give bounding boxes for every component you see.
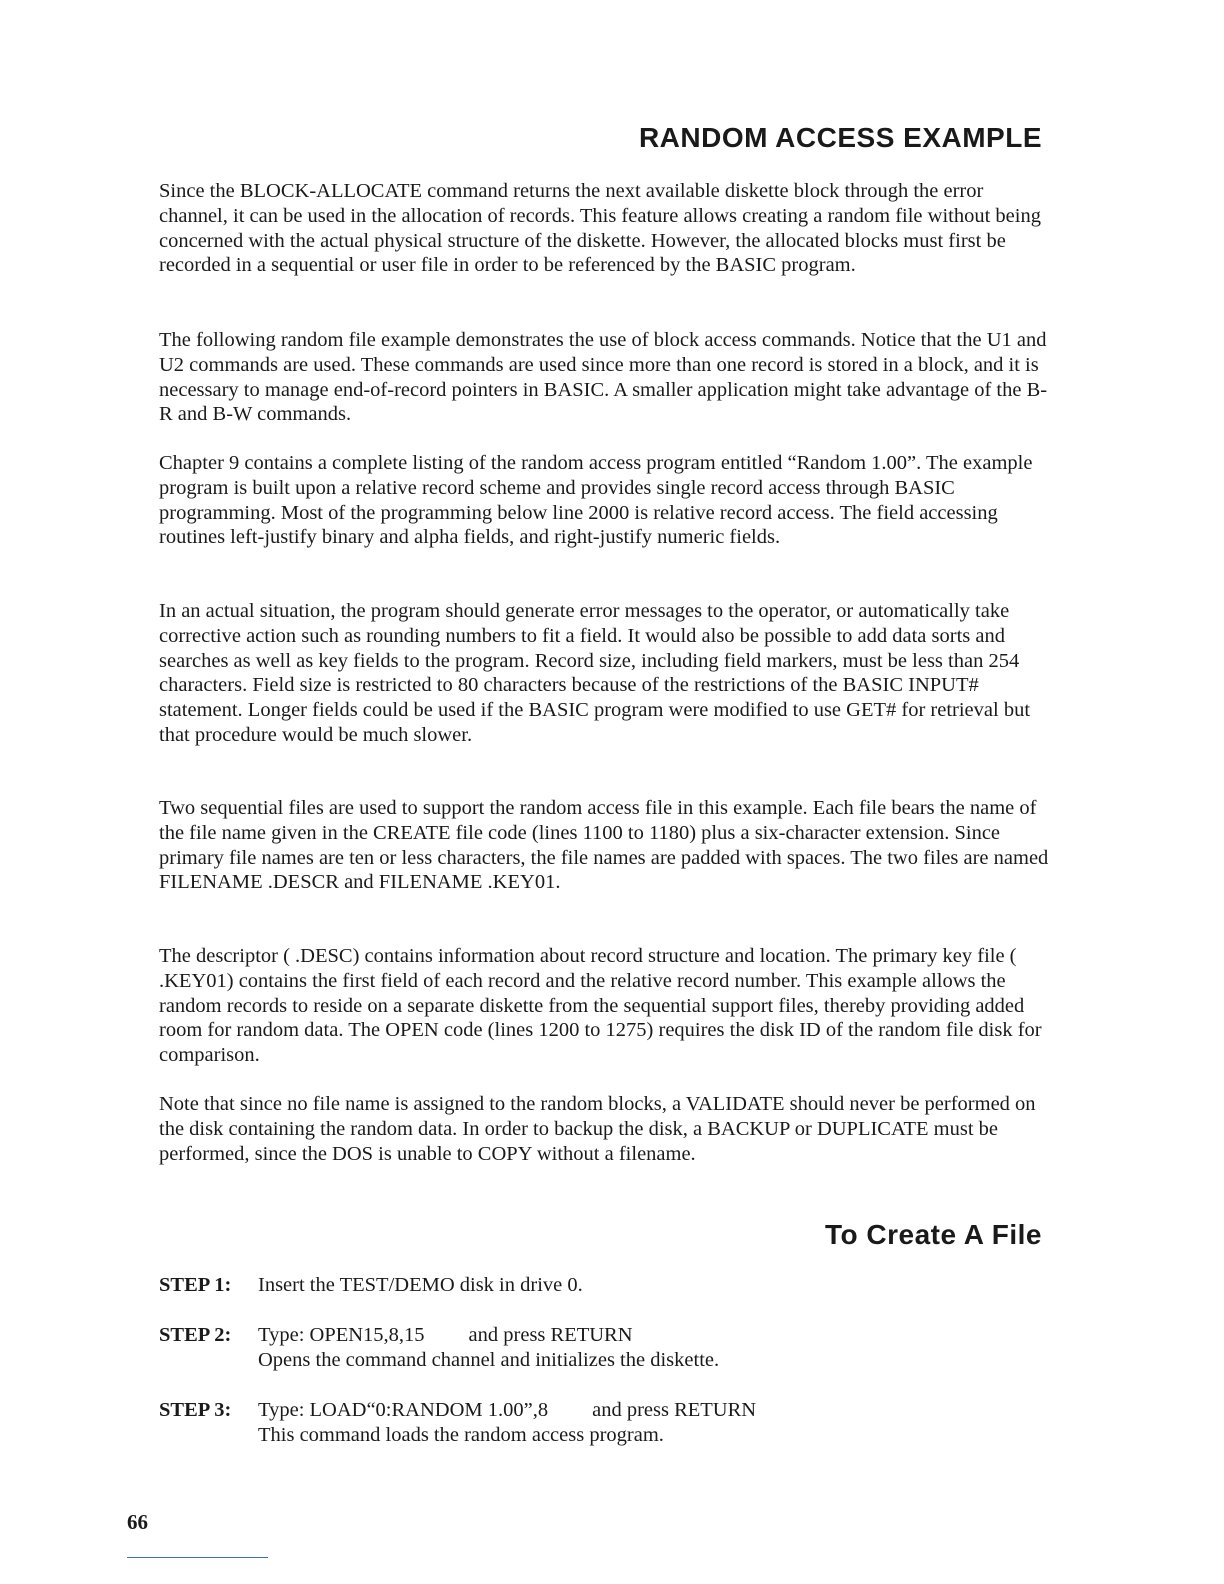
step-label: STEP 3: [159,1399,232,1421]
step-command: Type: LOAD“0:RANDOM 1.00”,8 [258,1399,549,1421]
paragraph-chapter-9: Chapter 9 contains a complete listing of the random access program entitled “Random 1.00”. The example program is built upon a relative record scheme and provides single record access through BASIC programming. Most of the programming below line 2000 is relative record access. The field accessing routines left-justify binary and alpha fields, and right-justify numeric fields. [159,452,1033,549]
step-content [258,1323,1038,1373]
paragraph-example-intro: The following random file example demonstrates the use of block access commands. Notice that the U1 and U2 commands are used. These commands are used since more than one record is stored in a block, and it is necessary to manage end-of-record pointers in BASIC. A smaller application might take advantage of the B-R and B-W commands. [159,329,1048,426]
step-content [258,1273,1038,1298]
step-action: and press RETURN [468,1324,633,1346]
paragraph-validate-note: Note that since no file name is assigned to the random blocks, a VALIDATE should never be performed on the disk containing the random data. In order to backup the disk, a BACKUP or DUPLICATE must be performed, since the DOS is unable to COPY without a filename. [159,1093,1036,1165]
paragraph-descriptor: The descriptor ( .DESC) contains information about record structure and location. The primary key file ( .KEY01) contains the first field of each record and the relative record number. This example allows the random records to reside on a separate diskette from the sequential support files, thereby providing added room for random data. The OPEN code (lines 1200 to 1275) requires the disk ID of the random file disk for comparison. [159,945,1042,1067]
step-action: and press RETURN [592,1399,757,1421]
footer-rule [127,1557,268,1558]
step-text: Insert the TEST/DEMO disk in drive 0. [258,1274,583,1296]
step-label: STEP 1: [159,1274,232,1296]
step-content [258,1398,1038,1448]
step-command-line [258,1323,1038,1348]
paragraph-sequential-files: Two sequential files are used to support the random access file in this example. Each file bears the name of the file name given in the CREATE file code (lines 1100 to 1180) plus a six-character extension. Since primary file names are ten or less characters, the file names are padded with spaces. The two files are named FILENAME .DESCR and FILENAME .KEY01. [159,797,1049,894]
step-label: STEP 2: [159,1324,232,1346]
section-title: To Create A File [824,1219,1042,1250]
paragraph-actual-situation: In an actual situation, the program should generate error messages to the operator, or automatically take corrective action such as rounding numbers to fit a field. It would also be possible to add data sorts and searches as well as key fields to the program. Record size, including field markers, must be less than 254 characters. Field size is restricted to 80 characters because of the restrictions of the BASIC INPUT# statement. Longer fields could be used if the BASIC program were modified to use GET# for retrieval but that procedure would be much slower. [159,600,1031,746]
step-description: This command loads the random access program. [258,1424,664,1446]
page-title: RANDOM ACCESS EXAMPLE [638,122,1042,153]
page-number: 66 [127,1510,148,1534]
step-command: Type: OPEN15,8,15 [258,1324,425,1346]
step-command-line [258,1398,1038,1423]
paragraph-block-allocate: Since the BLOCK-ALLOCATE command returns the next available diskette block through the error channel, it can be used in the allocation of records. This feature allows creating a random file without being concerned with the actual physical structure of the diskette. However, the allocated blocks must first be recorded in a sequential or user file in order to be referenced by the BASIC program. [159,180,1041,277]
step-description: Opens the command channel and initializes the diskette. [258,1349,720,1371]
